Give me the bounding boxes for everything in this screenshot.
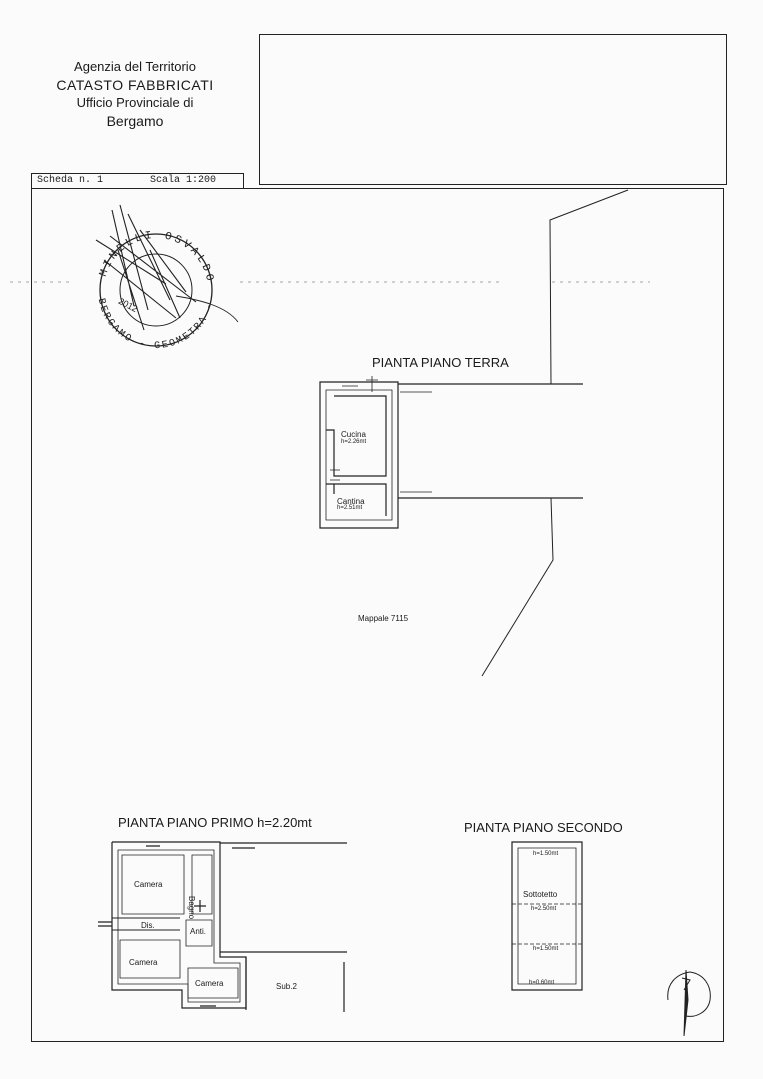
scale-label: Scala 1:200 bbox=[150, 175, 217, 186]
room-label-camera-2: Camera bbox=[129, 958, 158, 967]
parcel-label: Mappale 7115 bbox=[358, 614, 409, 623]
north-arrow-icon bbox=[668, 970, 711, 1036]
first-floor-title: PIANTA PIANO PRIMO h=2.20mt bbox=[118, 815, 312, 830]
office-city: Bergamo bbox=[106, 113, 164, 129]
second-floor-plan bbox=[512, 842, 582, 990]
height-label-3: h=1.50mt bbox=[533, 946, 559, 952]
room-label-sub2: Sub.2 bbox=[276, 982, 297, 991]
height-label-1: h=1.50mt bbox=[533, 851, 559, 857]
room-label-sottotetto: Sottotetto bbox=[523, 890, 558, 899]
room-label-bagno: Bagno bbox=[187, 896, 196, 920]
height-label-4: h=0.60mt bbox=[529, 980, 555, 986]
room-height-cantina: h=2.51mt bbox=[337, 505, 363, 511]
stamp-text-top: MINELLI OSVALDO bbox=[97, 229, 216, 285]
parcel-boundary bbox=[482, 190, 628, 676]
room-label-camera-3: Camera bbox=[195, 979, 224, 988]
scheda-number: Scheda n. 1 bbox=[37, 175, 104, 186]
room-label-dis: Dis. bbox=[141, 921, 155, 930]
room-label-cantina: Cantina bbox=[337, 497, 365, 506]
room-height-cucina: h=2.26mt bbox=[341, 439, 367, 445]
ground-floor-title: PIANTA PIANO TERRA bbox=[372, 355, 509, 370]
office-name: Ufficio Provinciale di bbox=[76, 95, 194, 110]
second-floor-title: PIANTA PIANO SECONDO bbox=[464, 820, 623, 835]
catasto-title: CATASTO FABBRICATI bbox=[56, 77, 214, 93]
stamp-text-bottom: BERGAMO - GEOMETRA - bbox=[94, 297, 217, 353]
height-label-2: h=2.50mt bbox=[531, 906, 557, 912]
room-label-anti: Anti. bbox=[190, 927, 207, 936]
room-label-camera-1: Camera bbox=[134, 880, 163, 889]
room-label-cucina: Cucina bbox=[341, 430, 366, 439]
agency-name: Agenzia del Territorio bbox=[74, 59, 196, 74]
stamp-number: 2012 bbox=[116, 295, 140, 315]
